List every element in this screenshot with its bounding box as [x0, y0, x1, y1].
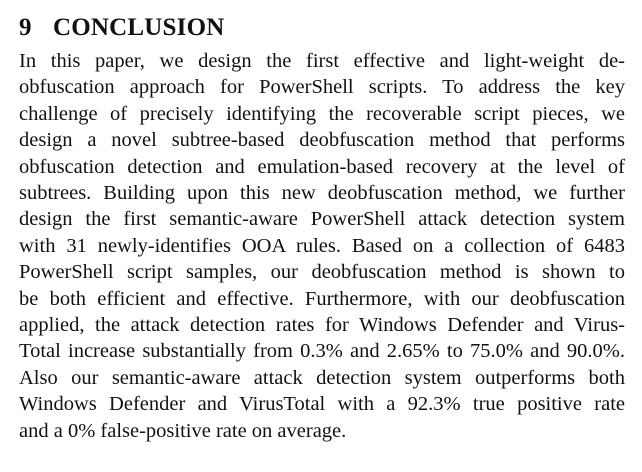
paragraph-line: design the first semantic-aware PowerShell attack detection system	[19, 208, 625, 231]
section-number: 9	[19, 14, 32, 41]
paragraph-line: design a novel subtree-based deobfuscation method that performs	[19, 129, 625, 152]
paragraph-line: with 31 newly-identifies OOA rules. Based on a collection of 6483	[19, 234, 625, 257]
section-title: CONCLUSION	[53, 14, 225, 41]
paragraph-line: Windows Defender and VirusTotal with a 92.3% true positive rate	[19, 393, 625, 416]
paragraph-line: subtrees. Building upon this new deobfuscation method, we further	[19, 182, 625, 205]
paper-page	[19, 12, 629, 444]
section-heading	[19, 12, 629, 44]
paragraph-line: In this paper, we design the first effective and light-weight de-	[19, 50, 625, 72]
paragraph-line: obfuscation approach for PowerShell scripts. To address the key	[19, 76, 625, 99]
conclusion-paragraph	[19, 48, 629, 444]
paragraph-line: obfuscation detection and emulation-based recovery at the level of	[19, 155, 625, 178]
paragraph-line: PowerShell script samples, our deobfuscation method is shown to	[19, 261, 625, 284]
paragraph-line: Also our semantic-aware attack detection system outperforms both	[19, 366, 625, 389]
paragraph-line: Total increase substantially from 0.3% and 2.65% to 75.0% and 90.0%.	[19, 340, 625, 363]
paragraph-line: and a 0% false-positive rate on average.	[19, 419, 347, 442]
paragraph-line: applied, the attack detection rates for Windows Defender and Virus-	[19, 314, 625, 337]
paragraph-line: be both efficient and effective. Furthermore, with our deobfuscation	[19, 287, 625, 310]
paragraph-line: challenge of precisely identifying the recoverable script pieces, we	[19, 102, 625, 125]
